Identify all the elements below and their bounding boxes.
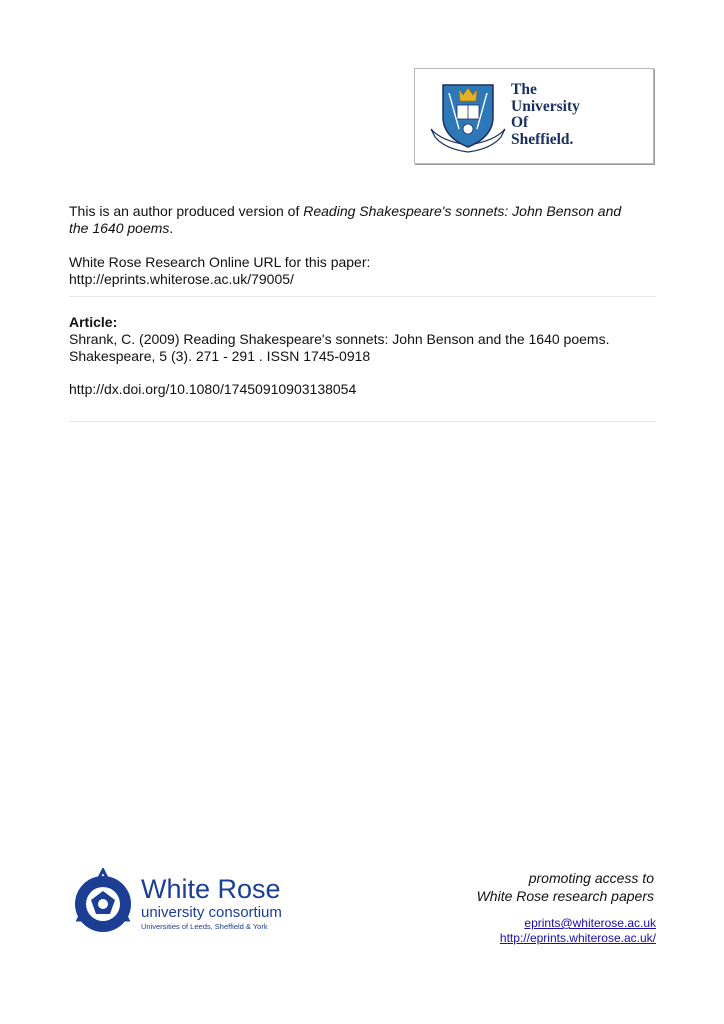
paper-title-part-1: Reading Shakespeare's sonnets: John Benson and [303, 203, 622, 219]
footer-links [500, 916, 656, 946]
white-rose-universities: Universities of Leeds, Sheffield & York [141, 922, 268, 931]
url-label: White Rose Research Online URL for this paper: [69, 254, 371, 270]
article-section [69, 314, 609, 365]
promo-text [477, 869, 654, 905]
white-rose-icon [70, 868, 136, 936]
article-heading: Article: [69, 314, 118, 330]
divider-2 [69, 421, 656, 422]
intro-line-2 [69, 220, 621, 237]
promo-line-1: promoting access to [528, 870, 654, 886]
sheffield-line-2: University [511, 97, 580, 115]
sheffield-line-1: The [511, 81, 537, 98]
intro-prefix: This is an author produced version of [69, 203, 304, 219]
promo-line-2: White Rose research papers [476, 888, 654, 904]
paper-title-part-2: the 1640 poems [69, 220, 170, 236]
email-link[interactable]: eprints@whiterose.ac.uk [524, 916, 656, 930]
doi-link[interactable]: http://dx.doi.org/10.1080/17450910903138054 [69, 381, 357, 397]
white-rose-subtitle: university consortium [141, 904, 282, 921]
citation-line-2: Shakespeare, 5 (3). 271 - 291 . ISSN 1745-0918 [69, 348, 371, 364]
sheffield-line-4: Sheffield. [511, 130, 574, 148]
intro-suffix: . [169, 220, 174, 236]
url-section [69, 254, 370, 288]
site-link[interactable]: http://eprints.whiterose.ac.uk/ [499, 931, 656, 945]
sheffield-wordmark [511, 82, 580, 148]
sheffield-line-3: Of [511, 114, 529, 131]
divider-1 [69, 296, 656, 297]
intro-line-1 [69, 203, 621, 220]
sheffield-crest-icon [429, 79, 507, 155]
sheffield-logo [414, 68, 654, 164]
white-rose-title: White Rose [141, 874, 281, 904]
citation-line-1: Shrank, C. (2009) Reading Shakespeare's sonnets: John Benson and the 1640 poems. [69, 331, 610, 347]
paper-url[interactable]: http://eprints.whiterose.ac.uk/79005/ [69, 271, 294, 287]
intro-text [69, 203, 621, 237]
